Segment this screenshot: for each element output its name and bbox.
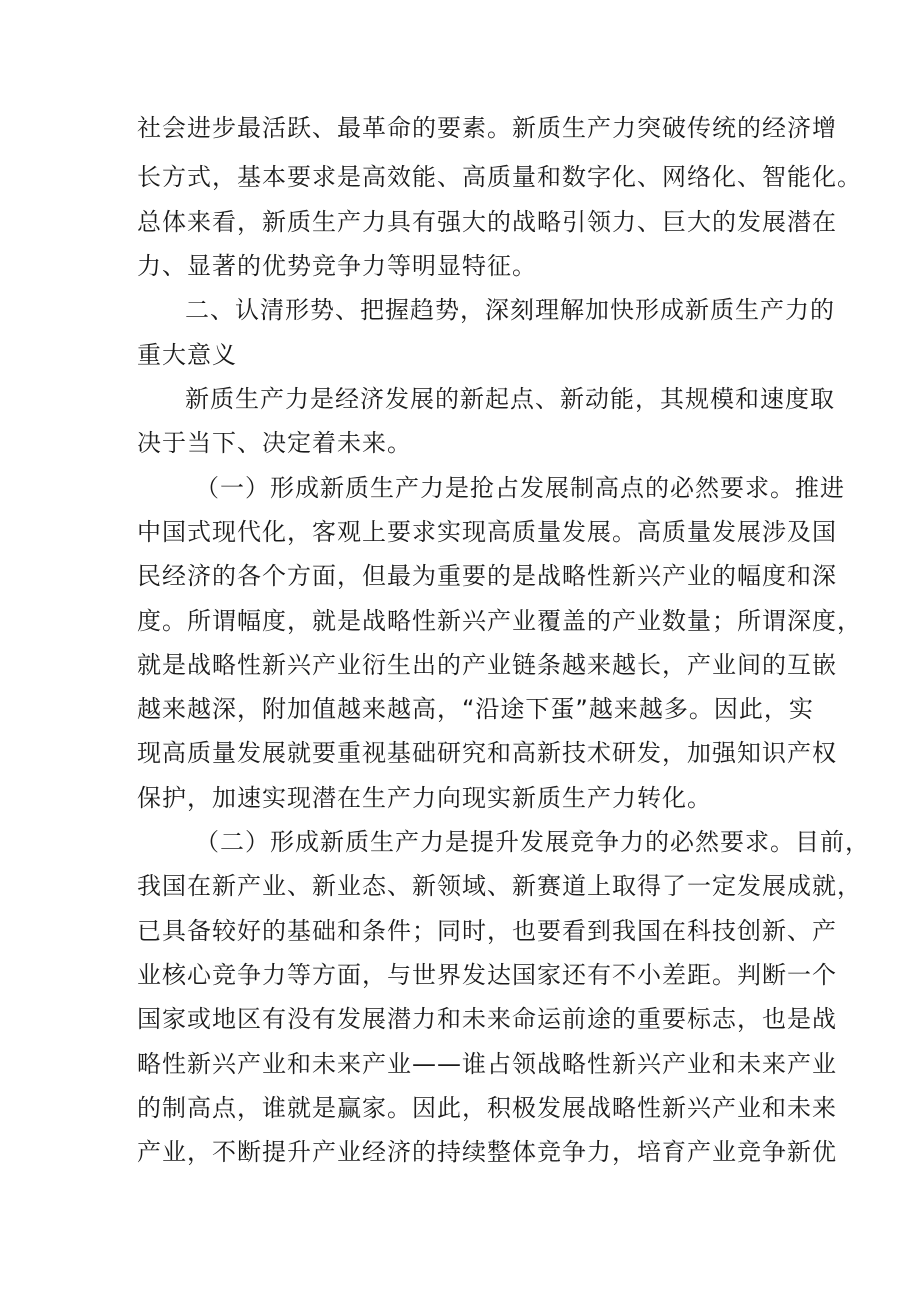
text-line: 长方式，基本要求是高效能、高质量和数字化、网络化、智能化。 xyxy=(137,163,862,191)
subsection-line: （二）形成新质生产力是提升发展竞争力的必然要求。目前， xyxy=(195,828,870,856)
text-line: 中国式现代化，客观上要求实现高质量发展。高质量发展涉及国 xyxy=(137,518,837,546)
text-line: 产业，不断提升产业经济的持续整体竞争力，培育产业竞争新优 xyxy=(137,1138,837,1166)
text-line: 决于当下、决定着未来。 xyxy=(137,429,412,457)
text-line: 度。所谓幅度，就是战略性新兴产业覆盖的产业数量；所谓深度， xyxy=(137,607,862,635)
text-line: 力、显著的优势竞争力等明显特征。 xyxy=(137,252,537,280)
text-line: 保护，加速实现潜在生产力向现实新质生产力转化。 xyxy=(137,784,712,812)
text-line: 就是战略性新兴产业衍生出的产业链条越来越长，产业间的互嵌 xyxy=(137,651,837,679)
text-line: 业核心竞争力等方面，与世界发达国家还有不小差距。判断一个 xyxy=(137,961,837,989)
subsection-line: （一）形成新质生产力是抢占发展制高点的必然要求。推进 xyxy=(195,474,845,502)
text-line: 总体来看，新质生产力具有强大的战略引领力、巨大的发展潜在 xyxy=(137,208,837,236)
text-line: 新质生产力是经济发展的新起点、新动能，其规模和速度取 xyxy=(185,385,835,413)
text-line: 现高质量发展就要重视基础研究和高新技术研发，加强知识产权 xyxy=(137,739,837,767)
text-line: 越来越深，附加值越来越高，“沿途下蛋”越来越多。因此，实 xyxy=(137,695,814,723)
section-heading: 二、认清形势、把握趋势，深刻理解加快形成新质生产力的 xyxy=(185,296,835,324)
text-line: 社会进步最活跃、最革命的要素。新质生产力突破传统的经济增 xyxy=(137,114,837,142)
section-heading: 重大意义 xyxy=(137,341,237,369)
text-line: 我国在新产业、新业态、新领域、新赛道上取得了一定发展成就， xyxy=(137,872,862,900)
text-line: 民经济的各个方面，但最为重要的是战略性新兴产业的幅度和深 xyxy=(137,562,837,590)
text-line: 略性新兴产业和未来产业——谁占领战略性新兴产业和未来产业 xyxy=(137,1050,837,1078)
text-line: 的制高点，谁就是赢家。因此，积极发展战略性新兴产业和未来 xyxy=(137,1094,837,1122)
text-line: 已具备较好的基础和条件；同时，也要看到我国在科技创新、产 xyxy=(137,917,837,945)
text-line: 国家或地区有没有发展潜力和未来命运前途的重要标志，也是战 xyxy=(137,1005,837,1033)
